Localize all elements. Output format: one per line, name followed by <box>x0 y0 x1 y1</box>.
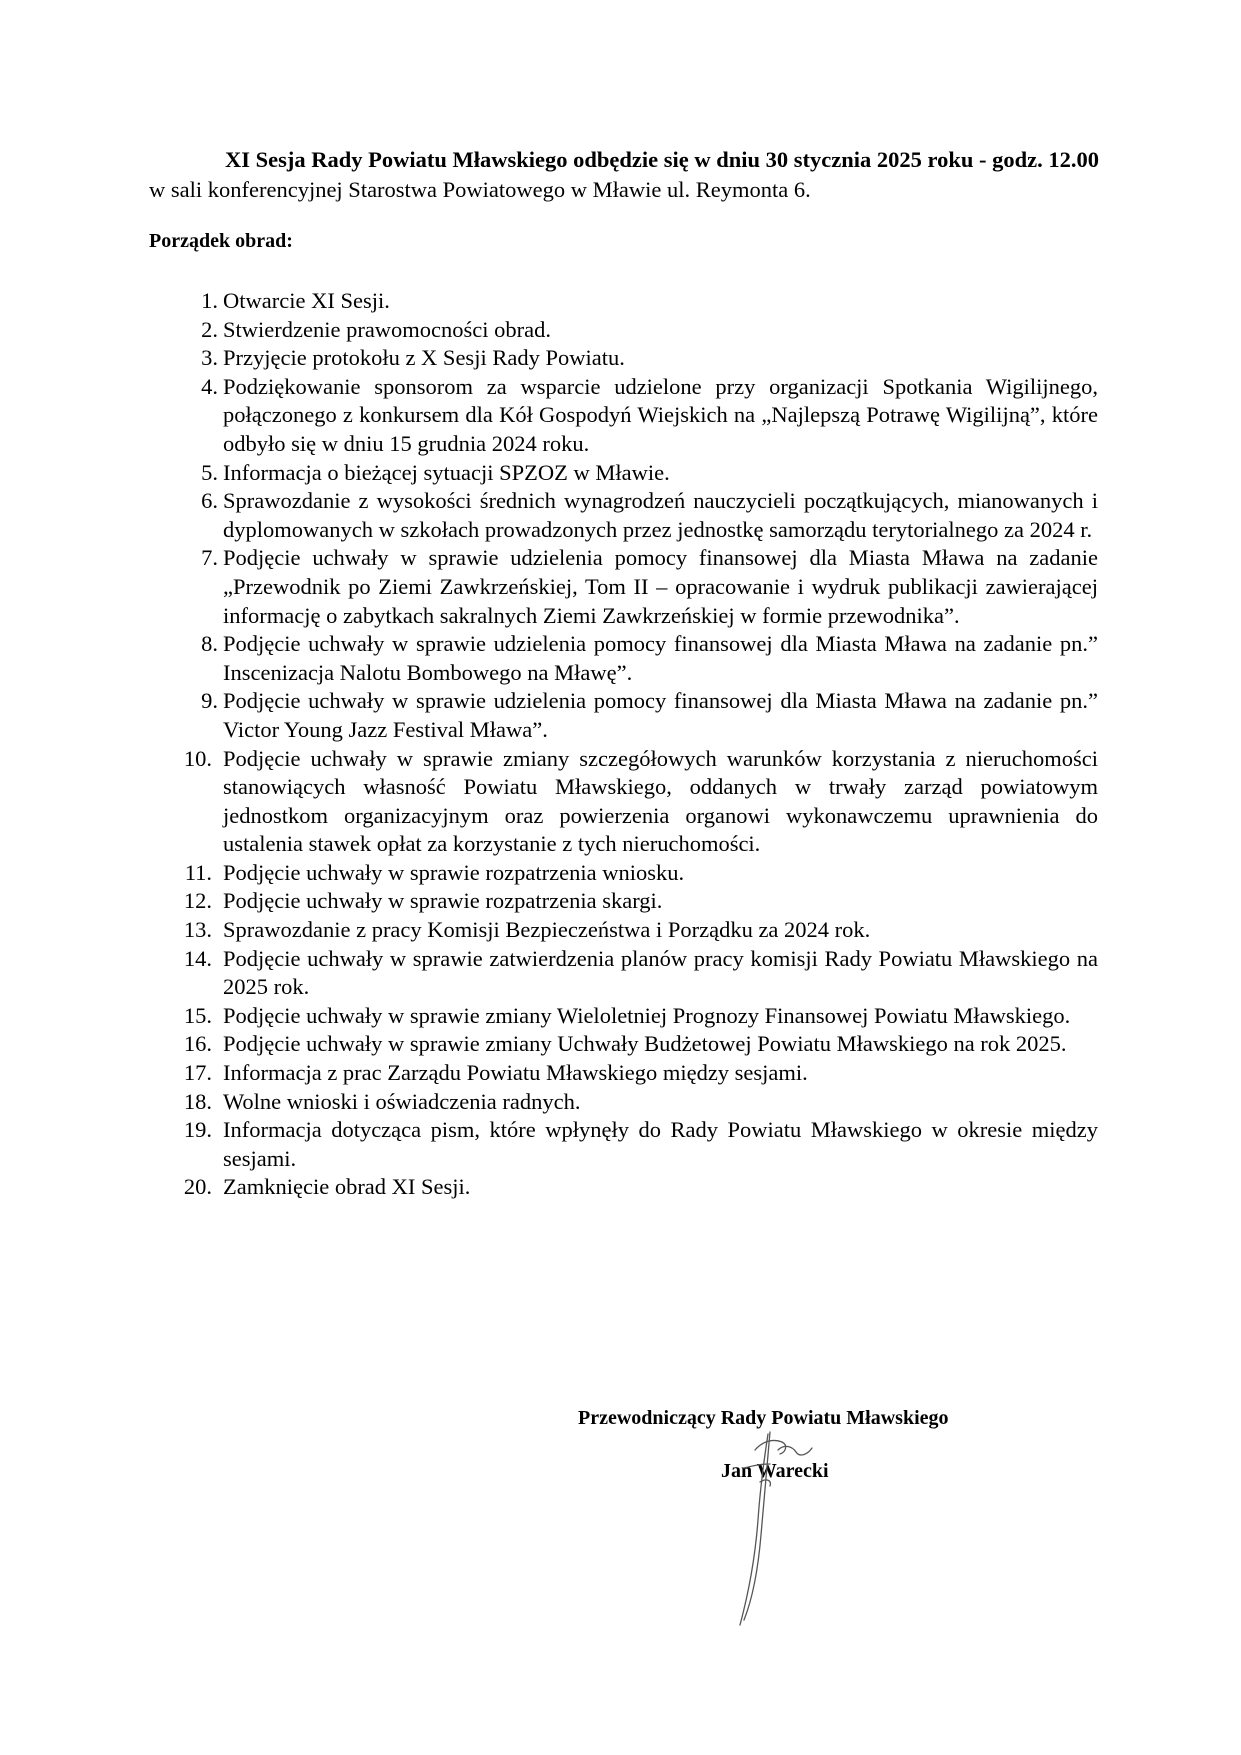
handwritten-signature <box>700 1420 850 1630</box>
agenda-item-number: 1. <box>201 288 218 313</box>
session-announcement <box>149 145 1099 205</box>
agenda-item <box>178 487 1098 544</box>
agenda-item-number: 18. <box>183 1088 212 1114</box>
agenda-item-number: 8. <box>201 631 218 657</box>
agenda-item-number: 7. <box>201 545 218 571</box>
agenda-item <box>178 287 1098 316</box>
chairman-title: Przewodniczący Rady Powiatu Mławskiego <box>578 1407 949 1429</box>
agenda-item-number: 13. <box>183 917 212 943</box>
agenda-item-text: Sprawozdanie z pracy Komisji Bezpieczeństwa i Porządku za 2024 rok. <box>223 917 871 943</box>
agenda-item-number: 11. <box>184 859 212 885</box>
agenda-item-text: Podjęcie uchwały w sprawie udzielenia pomocy finansowej dla Miasta Mława na zadanie pn.” Victor Young Jazz Festival Mława”. <box>223 688 1098 742</box>
agenda-item-number: 9. <box>201 688 218 714</box>
agenda-item-number: 15. <box>183 1002 212 1028</box>
agenda-item <box>178 1116 1098 1173</box>
agenda-item-text: Podjęcie uchwały w sprawie zmiany szczegółowych warunków korzystania z nieruchomości stanowiących własność Powiatu Mławskiego, oddanych w trwały zarząd powiatowym jednostkom organizacyjnym oraz powierzenia organowi wykonawczemu uprawnienia do ustalenia stawek opłat za korzystanie z tych nieruchomości. <box>223 745 1098 857</box>
agenda-item-number: 14. <box>183 945 212 971</box>
agenda-item-number: 6. <box>201 488 218 514</box>
agenda-item-number: 19. <box>183 1117 212 1143</box>
agenda-item-text: Informacja dotycząca pism, które wpłynęły do Rady Powiatu Mławskiego w okresie między sesjami. <box>223 1117 1098 1171</box>
agenda-item-text: Podjęcie uchwały w sprawie rozpatrzenia wniosku. <box>223 859 685 885</box>
agenda-item-text: Podjęcie uchwały w sprawie zatwierdzenia planów pracy komisji Rady Powiatu Mławskiego na 2025 rok. <box>223 945 1098 1000</box>
agenda-item <box>178 916 1098 945</box>
agenda-item <box>178 630 1098 687</box>
agenda-item-text: Wolne wnioski i oświadczenia radnych. <box>223 1088 581 1114</box>
agenda-item <box>178 316 1098 345</box>
agenda-item-text: Podjęcie uchwały w sprawie zmiany Wieloletniej Prognozy Finansowej Powiatu Mławskiego. <box>223 1002 1071 1028</box>
agenda-item <box>178 887 1098 916</box>
agenda-item-text: Podjęcie uchwały w sprawie udzielenia pomocy finansowej dla Miasta Mława na zadanie „Przewodnik po Ziemi Zawkrzeńskiej, Tom II – opracowanie i wydruk publikacji zawierającej informację o zabytkach sakralnych Ziemi Zawkrzeńskiej w formie przewodnika”. <box>223 545 1098 628</box>
agenda-item-text: Stwierdzenie prawomocności obrad. <box>223 316 552 342</box>
agenda-item-text: Podjęcie uchwały w sprawie udzielenia pomocy finansowej dla Miasta Mława na zadanie pn.” Inscenizacja Nalotu Bombowego na Mławę”. <box>223 631 1098 685</box>
agenda-item <box>178 344 1098 373</box>
agenda-item <box>178 1088 1098 1117</box>
agenda-item-text: Przyjęcie protokołu z X Sesji Rady Powiatu. <box>223 345 625 371</box>
agenda-item-number: 16. <box>183 1031 212 1057</box>
agenda-item-text: Zamknięcie obrad XI Sesji. <box>223 1174 471 1200</box>
agenda-item <box>178 945 1098 1002</box>
agenda-item-text: Informacja o bieżącej sytuacji SPZOZ w Mławie. <box>223 459 670 485</box>
agenda-item <box>178 1030 1098 1059</box>
agenda-list <box>178 287 1098 1202</box>
agenda-item <box>178 745 1098 859</box>
agenda-item <box>178 859 1098 888</box>
agenda-item-number: 10. <box>183 745 212 771</box>
agenda-item-text: Podjęcie uchwały w sprawie rozpatrzenia skargi. <box>223 888 663 914</box>
agenda-item-number: 4. <box>201 373 218 399</box>
agenda-item <box>178 373 1098 459</box>
agenda-item <box>178 459 1098 488</box>
agenda-item-number: 20. <box>183 1174 212 1200</box>
agenda-item-text: Sprawozdanie z wysokości średnich wynagrodzeń nauczycieli początkujących, mianowanych i dyplomowanych w szkołach prowadzonych przez jednostkę samorządu terytorialnego za 2024 r. <box>223 488 1098 542</box>
session-announcement-bold: XI Sesja Rady Powiatu Mławskiego odbędzie się w dniu 30 stycznia 2025 roku - godz. 12.00 <box>225 147 1100 172</box>
agenda-item <box>178 544 1098 630</box>
agenda-item <box>178 1173 1098 1202</box>
agenda-item-number: 5. <box>201 459 218 485</box>
agenda-heading: Porządek obrad: <box>149 230 293 252</box>
session-announcement-location: w sali konferencyjnej Starostwa Powiatowego w Mławie ul. Reymonta 6. <box>149 177 811 202</box>
agenda-item-number: 17. <box>183 1060 212 1086</box>
agenda-item <box>178 687 1098 744</box>
agenda-item-text: Podziękowanie sponsorom za wsparcie udzielone przy organizacji Spotkania Wigilijnego, połączonego z konkursem dla Kół Gospodyń Wiejskich na „Najlepszą Potrawę Wigilijną”, które odbyło się w dniu 15 grudnia 2024 roku. <box>223 373 1098 456</box>
chairman-name: Jan Warecki <box>721 1460 829 1482</box>
agenda-item-text: Podjęcie uchwały w sprawie zmiany Uchwały Budżetowej Powiatu Mławskiego na rok 2025. <box>223 1031 1067 1057</box>
agenda-item-number: 3. <box>201 345 218 371</box>
agenda-item <box>178 1002 1098 1031</box>
agenda-item-text: Otwarcie XI Sesji. <box>223 288 390 313</box>
agenda-item-text: Informacja z prac Zarządu Powiatu Mławskiego między sesjami. <box>223 1060 808 1086</box>
agenda-item <box>178 1059 1098 1088</box>
agenda-item-number: 12. <box>183 888 212 914</box>
agenda-item-number: 2. <box>201 316 218 342</box>
